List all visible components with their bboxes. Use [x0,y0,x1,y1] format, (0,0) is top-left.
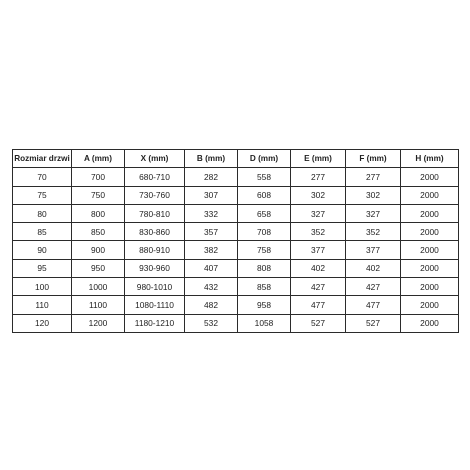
table-cell: 2000 [401,296,459,314]
table-cell: 700 [72,168,125,186]
table-cell: 2000 [401,314,459,332]
table-cell: 80 [13,204,72,222]
table-cell: 808 [238,259,291,277]
table-cell: 980-1010 [125,278,185,296]
column-header: A (mm) [72,150,125,168]
table-cell: 527 [346,314,401,332]
table-cell: 658 [238,204,291,222]
table-row [13,168,459,186]
table-cell: 730-760 [125,186,185,204]
column-header: D (mm) [238,150,291,168]
table-cell: 377 [346,241,401,259]
table-cell: 708 [238,223,291,241]
table-cell: 90 [13,241,72,259]
table-cell: 307 [185,186,238,204]
table-header [13,150,459,168]
table-cell: 1080-1110 [125,296,185,314]
column-header: B (mm) [185,150,238,168]
table-cell: 880-910 [125,241,185,259]
table-cell: 402 [291,259,346,277]
table-cell: 432 [185,278,238,296]
table-cell: 830-860 [125,223,185,241]
column-header: Rozmiar drzwi [13,150,72,168]
table-cell: 407 [185,259,238,277]
table-cell: 402 [346,259,401,277]
table-cell: 302 [346,186,401,204]
table-cell: 800 [72,204,125,222]
table-row [13,204,459,222]
table-cell: 120 [13,314,72,332]
table-cell: 780-810 [125,204,185,222]
table-row [13,278,459,296]
table-cell: 95 [13,259,72,277]
table-cell: 382 [185,241,238,259]
table-cell: 277 [291,168,346,186]
table-cell: 2000 [401,204,459,222]
table-cell: 482 [185,296,238,314]
table-cell: 282 [185,168,238,186]
table-cell: 70 [13,168,72,186]
table-cell: 302 [291,186,346,204]
table-cell: 758 [238,241,291,259]
table-body [13,168,459,333]
table-cell: 850 [72,223,125,241]
table-cell: 332 [185,204,238,222]
door-dimensions-table [12,149,459,333]
column-header: E (mm) [291,150,346,168]
table-cell: 327 [291,204,346,222]
table-row [13,296,459,314]
header-row [13,150,459,168]
table-cell: 2000 [401,186,459,204]
table-row [13,223,459,241]
table-cell: 1100 [72,296,125,314]
table-cell: 1058 [238,314,291,332]
table-cell: 608 [238,186,291,204]
table-cell: 958 [238,296,291,314]
column-header: H (mm) [401,150,459,168]
table-cell: 858 [238,278,291,296]
table-cell: 2000 [401,241,459,259]
table-cell: 950 [72,259,125,277]
table-cell: 558 [238,168,291,186]
table-cell: 352 [291,223,346,241]
table-row [13,241,459,259]
table-cell: 930-960 [125,259,185,277]
table-cell: 352 [346,223,401,241]
table-cell: 327 [346,204,401,222]
table-row [13,259,459,277]
table-cell: 680-710 [125,168,185,186]
table-cell: 477 [346,296,401,314]
table-cell: 900 [72,241,125,259]
table-cell: 75 [13,186,72,204]
table-cell: 1000 [72,278,125,296]
table-cell: 2000 [401,168,459,186]
column-header: F (mm) [346,150,401,168]
table-cell: 357 [185,223,238,241]
table-row [13,186,459,204]
table-cell: 85 [13,223,72,241]
table-cell: 427 [346,278,401,296]
table-cell: 110 [13,296,72,314]
table-cell: 2000 [401,259,459,277]
table-cell: 527 [291,314,346,332]
table-cell: 427 [291,278,346,296]
table-cell: 477 [291,296,346,314]
table-cell: 532 [185,314,238,332]
table-cell: 2000 [401,278,459,296]
table-cell: 750 [72,186,125,204]
table-cell: 377 [291,241,346,259]
table-cell: 100 [13,278,72,296]
column-header: X (mm) [125,150,185,168]
table-cell: 2000 [401,223,459,241]
table-cell: 1180-1210 [125,314,185,332]
table-row [13,314,459,332]
table-cell: 277 [346,168,401,186]
table-cell: 1200 [72,314,125,332]
dimensions-table-container [12,149,458,333]
